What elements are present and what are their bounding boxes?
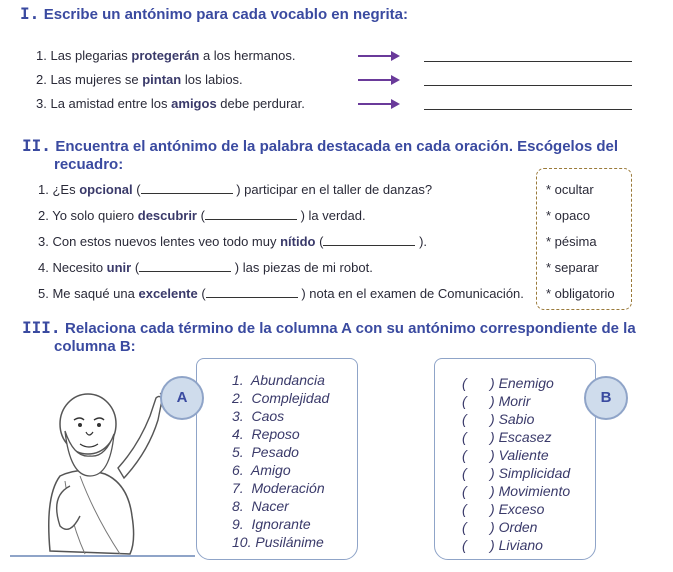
match-parentheses[interactable]: ( ) <box>462 447 499 463</box>
match-parentheses[interactable]: ( ) <box>462 519 499 535</box>
item-keyword: pintan <box>142 72 182 87</box>
item-keyword: nítido <box>280 234 316 249</box>
section-2-title-line2: recuadro: <box>54 156 124 173</box>
item-text: ( <box>197 208 205 223</box>
column-b-word: Enemigo <box>498 375 554 391</box>
section-2-item <box>38 208 366 223</box>
item-text: La amistad entre los <box>50 96 172 111</box>
column-b-word: Valiente <box>498 447 549 463</box>
column-b-word: Escasez <box>498 429 552 445</box>
section-2-number: II. <box>22 136 51 155</box>
section-1-item <box>36 48 295 63</box>
section-3-title-line2: columna B: <box>54 338 136 355</box>
column-b-term <box>462 464 570 482</box>
item-number: 3. <box>38 234 53 249</box>
section-1-item <box>36 96 305 111</box>
match-parentheses[interactable]: ( ) <box>462 465 499 481</box>
answer-blank[interactable] <box>323 235 415 246</box>
item-text: ) nota en el examen de Comunicación. <box>297 286 524 301</box>
arrow-icon <box>358 79 398 81</box>
section-3-heading <box>22 318 662 356</box>
section-3-title-line1: Relaciona cada término de la columna A con su antónimo correspondiente de la <box>64 320 636 337</box>
column-b-word: Exceso <box>498 501 545 517</box>
column-b-badge: B <box>584 376 628 420</box>
section-2-item <box>38 260 373 275</box>
item-text: Las plegarias <box>50 48 132 63</box>
section-2-title-line1: Encuentra el antónimo de la palabra destacada en cada oración. Escógelos del <box>55 138 619 155</box>
item-number: 2. <box>36 72 51 87</box>
arrow-icon <box>358 103 398 105</box>
section-2-item <box>38 286 524 301</box>
item-keyword: descubrir <box>137 208 197 223</box>
section-1-item <box>36 72 243 87</box>
column-b-term <box>462 482 570 500</box>
item-text: Yo solo quiero <box>52 208 138 223</box>
column-b-word: Sabio <box>498 411 535 427</box>
answer-line[interactable] <box>424 109 632 110</box>
item-text: debe perdurar. <box>216 96 305 111</box>
item-text: Me saqué una <box>52 286 139 301</box>
column-a-term: 3. Caos <box>232 408 285 424</box>
item-text: Con estos nuevos lentes veo todo muy <box>52 234 281 249</box>
item-number: 3. <box>36 96 51 111</box>
match-parentheses[interactable]: ( ) <box>462 393 499 409</box>
column-a-term: 9. Ignorante <box>232 516 311 532</box>
answer-word: * pésima <box>546 234 597 249</box>
section-2-item <box>38 234 427 249</box>
item-number: 5. <box>38 286 53 301</box>
column-a-term: 4. Reposo <box>232 426 300 442</box>
match-parentheses[interactable]: ( ) <box>462 483 499 499</box>
item-number: 1. <box>38 182 53 197</box>
answer-line[interactable] <box>424 61 632 62</box>
column-a-term: 5. Pesado <box>232 444 299 460</box>
column-b-term <box>462 428 551 446</box>
item-text: a los hermanos. <box>199 48 296 63</box>
column-b-word: Liviano <box>498 537 543 553</box>
column-a-term: 6. Amigo <box>232 462 291 478</box>
column-b-term <box>462 536 543 554</box>
column-b-word: Morir <box>498 393 531 409</box>
column-b-term <box>462 410 534 428</box>
column-b-word: Orden <box>498 519 538 535</box>
section-2-item <box>38 182 432 197</box>
item-text: ) participar en el taller de danzas? <box>232 182 433 197</box>
column-a-term: 10. Pusilánime <box>232 534 324 550</box>
item-text: ) la verdad. <box>296 208 366 223</box>
match-parentheses[interactable]: ( ) <box>462 375 499 391</box>
column-b-term <box>462 500 544 518</box>
item-number: 2. <box>38 208 53 223</box>
section-1-number: I. <box>20 4 40 23</box>
item-text: ( <box>132 182 141 197</box>
section-1-heading <box>20 4 408 24</box>
column-a-term: 7. Moderación <box>232 480 325 496</box>
match-parentheses[interactable]: ( ) <box>462 429 499 445</box>
answer-word: * ocultar <box>546 182 594 197</box>
column-b-word: Movimiento <box>498 483 571 499</box>
answer-blank[interactable] <box>206 287 298 298</box>
column-a-badge: A <box>160 376 204 420</box>
item-text: ( <box>315 234 324 249</box>
item-number: 4. <box>38 260 53 275</box>
item-text: Las mujeres se <box>50 72 143 87</box>
item-text: ¿Es <box>52 182 80 197</box>
answer-blank[interactable] <box>141 183 233 194</box>
answer-line[interactable] <box>424 85 632 86</box>
column-b-term <box>462 518 537 536</box>
column-a-term: 1. Abundancia <box>232 372 325 388</box>
item-keyword: opcional <box>79 182 133 197</box>
section-1-title: Escribe un antónimo para cada vocablo en negrita: <box>43 6 408 23</box>
item-text: ) las piezas de mi robot. <box>231 260 373 275</box>
answer-blank[interactable] <box>139 261 231 272</box>
item-number: 1. <box>36 48 51 63</box>
item-text: ( <box>131 260 140 275</box>
column-a-term: 2. Complejidad <box>232 390 330 406</box>
answer-word: * opaco <box>546 208 591 223</box>
match-parentheses[interactable]: ( ) <box>462 411 499 427</box>
item-keyword: excelente <box>138 286 198 301</box>
item-keyword: amigos <box>171 96 217 111</box>
answer-blank[interactable] <box>205 209 297 220</box>
arrow-icon <box>358 55 398 57</box>
item-text: ( <box>197 286 206 301</box>
column-b-word: Simplicidad <box>498 465 571 481</box>
item-keyword: protegerán <box>131 48 200 63</box>
item-keyword: unir <box>106 260 132 275</box>
answer-word: * obligatorio <box>546 286 615 301</box>
match-parentheses[interactable]: ( ) <box>462 537 499 553</box>
column-b-term <box>462 392 530 410</box>
item-text: Necesito <box>52 260 107 275</box>
column-b-term <box>462 374 554 392</box>
column-b-term <box>462 446 549 464</box>
item-text: los labios. <box>181 72 243 87</box>
answer-word: * separar <box>546 260 599 275</box>
column-a-term: 8. Nacer <box>232 498 289 514</box>
match-parentheses[interactable]: ( ) <box>462 501 499 517</box>
item-text: ). <box>415 234 428 249</box>
section-3-number: III. <box>22 318 61 337</box>
